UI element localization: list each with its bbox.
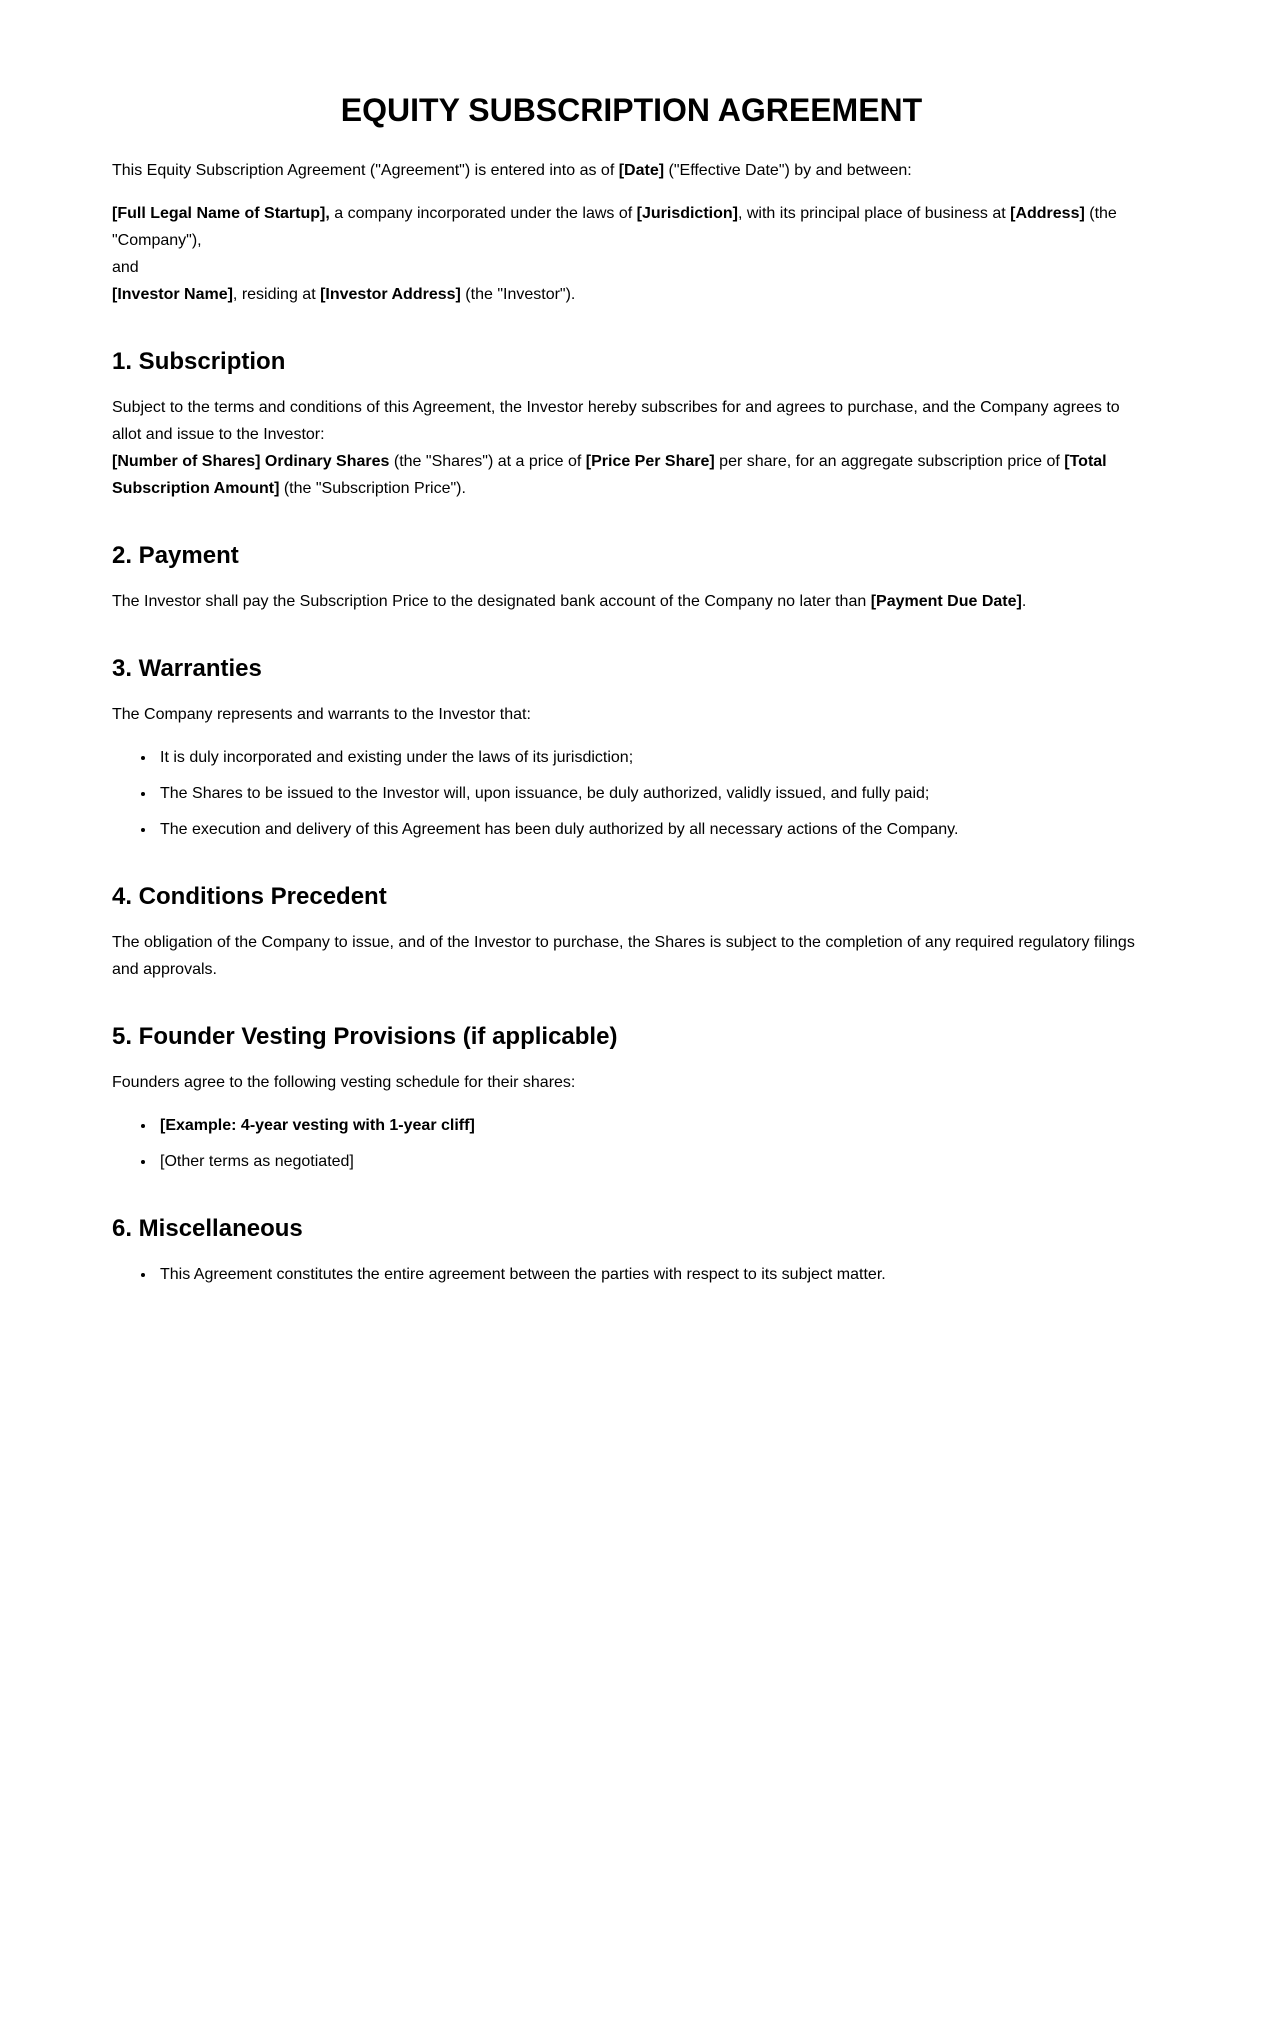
text-segment: (the "Company"), [112,205,1117,249]
text-segment: a company incorporated under the laws of [329,205,637,222]
placeholder-field: [Price Per Share] [585,453,715,470]
paragraph [112,1069,1151,1096]
text-segment: The Company represents and warrants to the Investor that: [112,706,531,723]
text-segment: , with its principal place of business at [737,205,1011,222]
section-heading: 1. Subscription [112,348,286,375]
text-segment: This Equity Subscription Agreement ("Agreement") is entered into as of [112,162,619,179]
bullet-list [112,744,1151,843]
text-segment: (the "Investor"). [460,286,576,303]
placeholder-field: [Payment Due Date] [870,593,1022,610]
placeholder-field: [Date] [618,162,665,179]
text-segment: per share, for an aggregate subscription price of [714,453,1065,470]
paragraph [112,394,1151,502]
placeholder-field: [Number of Shares] Ordinary Shares [112,453,390,470]
placeholder-field: [Address] [1010,205,1085,222]
list-item [156,816,1151,843]
paragraph [112,701,1151,728]
list-item [156,744,1151,771]
document-title: EQUITY SUBSCRIPTION AGREEMENT [340,92,923,128]
bullet-list [112,1112,1151,1175]
text-segment: (the "Subscription Price"). [279,480,466,497]
section-heading: 6. Miscellaneous [112,1215,303,1242]
text-segment: It is duly incorporated and existing under the laws of its jurisdiction; [160,749,634,766]
text-segment: . [1021,593,1027,610]
text-segment: This Agreement constitutes the entire agreement between the parties with respect to its subject matter. [160,1266,886,1283]
text-segment: , residing at [232,286,321,303]
text-segment: Subject to the terms and conditions of this Agreement, the Investor hereby subscribes for and agrees to purchase, and the Company agrees to allot and issue to the Investor: [112,399,1120,443]
placeholder-field: [Example: 4-year vesting with 1-year cliff] [160,1117,475,1134]
text-segment: ("Effective Date") by and between: [664,162,912,179]
list-item [156,780,1151,807]
placeholder-field: [Jurisdiction] [636,205,738,222]
placeholder-field: [Full Legal Name of Startup], [112,205,330,222]
section-heading: 3. Warranties [112,655,262,682]
placeholder-field: [Investor Name] [112,286,233,303]
list-item [156,1112,1151,1139]
text-segment: Founders agree to the following vesting schedule for their shares: [112,1074,576,1091]
text-segment: The Investor shall pay the Subscription Price to the designated bank account of the Company no later than [112,593,871,610]
paragraph [112,929,1151,983]
text-segment: (the "Shares") at a price of [389,453,586,470]
placeholder-field: [Investor Address] [320,286,461,303]
placeholder-field: [Total Subscription Amount] [112,453,1107,497]
document-body [112,157,1151,1288]
text-segment: The Shares to be issued to the Investor will, upon issuance, be duly authorized, validly issued, and fully paid; [160,785,930,802]
section-heading: 5. Founder Vesting Provisions (if applicable) [112,1023,618,1050]
text-segment: and [112,259,139,276]
section-heading: 2. Payment [112,542,239,569]
paragraph [112,588,1151,615]
bullet-list [112,1261,1151,1288]
paragraph [112,200,1151,308]
list-item [156,1261,1151,1288]
text-segment: [Other terms as negotiated] [160,1153,354,1170]
text-segment: The execution and delivery of this Agreement has been duly authorized by all necessary actions of the Company. [160,821,959,838]
section-heading: 4. Conditions Precedent [112,883,387,910]
list-item [156,1148,1151,1175]
text-segment: The obligation of the Company to issue, and of the Investor to purchase, the Shares is subject to the completion of any required regulatory filings and approvals. [112,934,1135,978]
paragraph [112,157,1151,184]
document-page [112,0,1151,1384]
